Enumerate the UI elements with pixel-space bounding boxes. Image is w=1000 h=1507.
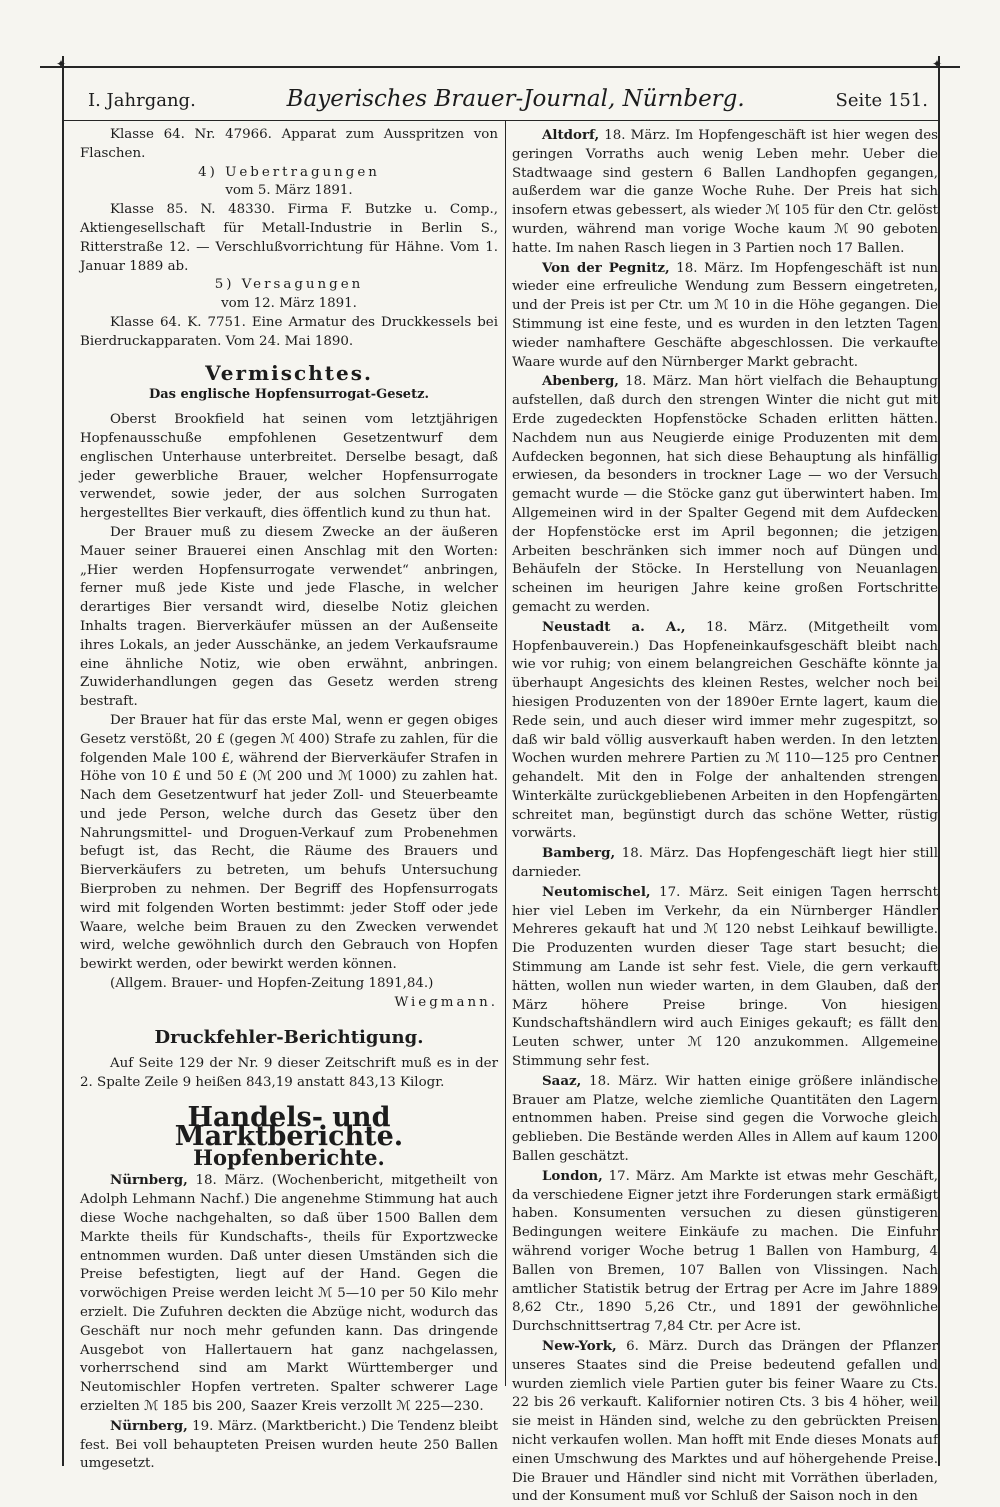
- report-place: Abenberg,: [542, 373, 619, 390]
- vermischtes-title: Vermischtes.: [205, 360, 373, 385]
- author-signature: Wiegmann.: [394, 994, 498, 1010]
- section-date: vom 12. März 1891.: [221, 296, 357, 312]
- patent-entry: Klasse 64. K. 7751. Eine Armatur des Druckkessels bei Bierdruckapparaten. Vom 24. Mai 1890.: [80, 314, 498, 349]
- article-paragraph: Der Brauer hat für das erste Mal, wenn er gegen obiges Gesetz verstößt, 20 £ (gegen ℳ 400) Strafe zu zahlen, für die folgenden Male 100 £, während der Bierverkäufer Strafen in Höhe von 10 £ und 50 £ (ℳ 200 und ℳ 1000) zu zahlen hat. Nach dem Gesetzentwurf hat jeder Zoll- und Steuerbeamte und jede Person, welche durch das Gesetz über den Nahrungsmittel- und Droguen-Verkauf zum Probenehmen befugt ist, das Recht, die Räume des Brauers und Bierverkäufers zu betreten, um behufs Untersuchung Bierproben zu nehmen. Der Begriff des Hopfensurrogats wird mit folgenden Worten bestimmt: jeder Stoff oder jede Waare, welche beim Brauen zu den Zwecken verwendet wird, welche gewöhnlich durch den Gebrauch von Hopfen bewirkt werden, oder bewirkt werden können.: [80, 712, 498, 973]
- report-text: 6. März. Durch das Drängen der Pflanzer unseres Staates sind die Preise bedeutend gefallen und wurden ziemlich viele Partien guter bis feiner Waare zu Cts. 22 bis 26 verkauft. Kalifornier notiren Cts. 3 bis 4 höher, weil sie meist in Händen sind, welche zu den gebrückten Preisen nicht verkaufen wollen. Man hofft mit Ende dieses Monats auf einen Umschwung des Marktes und auf höhergehende Preise. Die Brauer und Händler sind nicht mit Vorräthen überladen, und der Konsument muß vor Schluß der Saison noch in den: [512, 1339, 938, 1505]
- report-text: 17. März. Seit einigen Tagen herrscht hier viel Leben im Verkehr, da ein Nürnberger Händler Mehreres gekauft hat und ℳ 120 nebst Leihkauf bewilligte. Die Produzenten wurden dieser Tage start besucht; die Stimmung am Lande ist sehr fest. Viele, die gern verkauft hätten, wollen nun wieder warten, in dem Glauben, daß der März höhere Preise bringe. Von hiesigen Kundschaftshändlern wird auch Einiges gekauft; es fällt den Leuten schwer, unter ℳ 120 anzukommen. Allgemeine Stimmung sehr fest.: [512, 884, 938, 1070]
- article-paragraph: Der Brauer muß zu diesem Zwecke an der äußeren Mauer seiner Brauerei einen Anschlag mit den Worten: „Hier werden Hopfensurrogate verwendet“ anbringen, ferner muß jede Kiste und jede Flasche, in welcher derartiges Bier versandt wird, dieselbe Notiz gleichen Inhalts tragen. Bierverkäufer müssen an der Außenseite ihres Lokals, an jeder Ausschänke, an jedem Verkaufsraume eine ähnliche Notiz, wie oben erwähnt, anbringen. Zuwiderhandlungen gegen das Gesetz werden streng bestraft.: [80, 524, 498, 710]
- erratum-text: Auf Seite 129 der Nr. 9 dieser Zeitschrift muß es in der 2. Spalte Zeile 9 heißen 843,19 anstatt 843,13 Kilogr.: [80, 1056, 498, 1091]
- corner-ornament-left: ✦: [56, 57, 67, 71]
- article-source: (Allgem. Brauer- und Hopfen-Zeitung 1891,84.): [110, 976, 434, 992]
- section-heading: 5) Versagungen: [214, 277, 364, 293]
- article-title: Das englische Hopfensurrogat-Gesetz.: [148, 387, 429, 403]
- report-place: Nürnberg,: [110, 1417, 188, 1434]
- patent-entry: Klasse 64. Nr. 47966. Apparat zum Ausspritzen von Flaschen.: [80, 127, 498, 161]
- market-report: [512, 372, 938, 617]
- report-place: London,: [542, 1167, 603, 1184]
- report-place: Saaz,: [542, 1072, 582, 1089]
- market-report: [80, 1171, 498, 1416]
- market-report: [512, 1337, 938, 1507]
- report-text: 18. März. Im Hopfengeschäft ist nun wieder eine erfreuliche Wendung zum Bessern eingetreten, und der Preis ist per Ctr. um ℳ 10 in die Höhe gegangen. Die Stimmung ist eine feste, und es wurden in den letzten Tagen wieder namhaftere Geschäfte abgeschlossen. Die verkaufte Waare wurde auf den Nürnberger Markt gebracht.: [512, 260, 938, 370]
- report-text: 18. März. (Wochenbericht, mitgetheilt von Adolph Lehmann Nachf.) Die angenehme Stimmung hat auch diese Woche nachgehalten, so daß über 1500 Ballen dem Markte theils für Kundschafts-, theils für Exportzwecke entnommen wurden. Daß unter diesen Umständen sich die Preise befestigten, liegt auf der Hand. Gegen die vorwöchigen Preise werden leicht ℳ 5—10 per 50 Kilo mehr erzielt. Die Zufuhren deckten die Abzüge nicht, wodurch das Geschäft nur noch mehr gefunden kann. Das dringende Ausgebot von Hallertauern hat ganz nachgelassen, vorherrschend sind am Markt Württemberger und Neutomischler Hopfen vertreten. Spalter schwerer Lage erzielten ℳ 185 bis 200, Saazer Kreis verzollt ℳ 225—230.: [80, 1173, 498, 1414]
- market-reports-title: Handels- und Marktberichte.: [174, 1102, 404, 1152]
- volume-label: I. Jahrgang.: [88, 90, 196, 111]
- hop-reports-title: Hopfenberichte.: [193, 1144, 385, 1170]
- report-place: Altdorf,: [542, 127, 600, 143]
- report-text: 18. März. Das Hopfengeschäft liegt hier still darnieder.: [512, 846, 938, 881]
- report-text: 19. März. (Marktbericht.) Die Tendenz bleibt fest. Bei voll behaupteten Preisen wurden heute 250 Ballen umgesetzt.: [80, 1418, 498, 1472]
- journal-title: Bayerisches Brauer-Journal, Nürnberg.: [286, 86, 745, 112]
- right-column: [512, 126, 938, 1507]
- report-place: Neutomischel,: [542, 883, 651, 900]
- report-text: 18. März. Wir hatten einige größere inländische Brauer am Platze, welche ziemliche Quantitäten den Lagern entnommen haben. Preise sind gegen die Vorwoche gleich geblieben. Die Bestände werden Alles in Allem auf kaum 1200 Ballen geschätzt.: [512, 1073, 938, 1165]
- column-divider: [505, 121, 506, 1386]
- erratum-title: Druckfehler-Berichtigung.: [154, 1026, 424, 1048]
- market-report: [512, 259, 938, 373]
- corner-ornament-right: ✦: [932, 57, 943, 71]
- report-place: Bamberg,: [542, 845, 616, 862]
- market-report: [512, 1072, 938, 1167]
- section-date: vom 5. März 1891.: [225, 183, 353, 199]
- article-paragraph: Oberst Brookfield hat seinen vom letztjährigen Hopfenausschuße empfohlenen Gesetzentwurf dem englischen Unterhause unterbreitet. Derselbe besagt, daß jeder gewerbliche Brauer, welcher Hopfensurrogate verwendet, sowie jeder, der aus solchen Surrogaten hergestelltes Bier verkauft, dies öffentlich kund zu thun hat.: [80, 412, 498, 522]
- market-report: [512, 1167, 938, 1337]
- market-report: [512, 844, 938, 883]
- market-report: [512, 126, 938, 259]
- report-text: 18. März. (Mitgetheilt vom Hopfenbauverein.) Das Hopfeneinkaufsgeschäft bleibt nach wie vor ruhig; von einem belangreichen Geschäfte könnte ja überhaupt Angesichts des kleinen Restes, welcher noch bei hiesigen Produzenten von der 1890er Ernte lagert, kaum die Rede sein, und auch dieser wird immer mehr zugespitzt, so daß wir bald völlig ausverkauft haben werden. In den letzten Wochen wurden mehrere Partien zu ℳ 110—125 pro Centner gehandelt. Mit den in Folge der anhaltenden strengen Winterkälte zurückgebliebenen Arbeiten in den Hopfengärten schreitet man, begünstigt durch das schöne Wetter, rüstig vorwärts.: [512, 619, 938, 842]
- market-report: [512, 618, 938, 845]
- report-text: 18. März. Im Hopfengeschäft ist hier wegen des geringen Vorraths auch wenig Leben mehr. Ueber die Stadtwaage sind gestern 6 Ballen Landhopfen gegangen, außerdem war die ganze Woche Ruhe. Der Preis hat sich insofern etwas gebessert, als wieder ℳ 105 für den Ctr. gelöst wurden, während man vorige Woche kaum ℳ 90 geboten hatte. Im nahen Rasch liegen in 3 Partien noch 17 Ballen.: [512, 128, 938, 256]
- report-place: Neustadt a. A.,: [542, 618, 686, 635]
- report-place: Von der Pegnitz,: [542, 259, 670, 276]
- report-text: 17. März. Am Markte ist etwas mehr Geschäft, da verschiedene Eigner jetzt ihre Forderungen stark ermäßigt haben. Konsumenten versuchen zu diesen günstigeren Bedingungen weitere Einkäufe zu machen. Die Einfuhr während voriger Woche betrug 1 Ballen von Hamburg, 4 Ballen von Bremen, 107 Ballen von Vlissingen. Nach amtlicher Statistik betrug der Ertrag per Acre im Jahre 1889 8,62 Ctr., 1890 5,26 Ctr., und 1891 der gewöhnliche Durchschnittsertrag 7,84 Ctr. per Acre ist.: [512, 1168, 938, 1335]
- report-place: New-York,: [542, 1338, 617, 1354]
- section-heading: 4) Uebertragungen: [198, 164, 380, 180]
- patent-entry: Klasse 85. N. 48330. Firma F. Butzke u. Comp., Aktiengesellschaft für Metall-Industrie in Berlin S., Ritterstraße 12. — Verschlußvorrichtung für Hähne. Vom 1. Januar 1889 ab.: [80, 202, 498, 274]
- right-rule: [938, 56, 940, 1466]
- left-column: [80, 126, 498, 1474]
- top-rule: [40, 66, 960, 68]
- report-text: 18. März. Man hört vielfach die Behauptung aufstellen, daß durch den strengen Winter die nicht gut mit Erde zugedeckten Hopfenstöcke Schaden erlitten hätten. Nachdem nun aus Neugierde einige Produzenten mit dem Aufdecken begonnen, hat sich diese Behauptung als hinfällig erwiesen, da besonders in trockner Lage — wo der Versuch gemacht wurde — die Stöcke ganz gut überwintert haben. Im Allgemeinen wird in der Spalter Gegend mit dem Aufdecken der Hopfenstöcke erst im April begonnen; die jetzigen Arbeiten beschränken sich immer noch auf Düngen und Behäufeln der Stöcke. In Herstellung von Neuanlagen scheinen im heurigen Jahre keine großen Fortschritte gemacht zu werden.: [512, 374, 938, 615]
- market-report: [512, 883, 938, 1072]
- page-header: [88, 86, 928, 116]
- market-report: [80, 1417, 498, 1474]
- report-place: Nürnberg,: [110, 1172, 188, 1189]
- page-number: Seite 151.: [835, 90, 928, 111]
- header-rule: [62, 120, 938, 121]
- left-rule: [62, 56, 64, 1466]
